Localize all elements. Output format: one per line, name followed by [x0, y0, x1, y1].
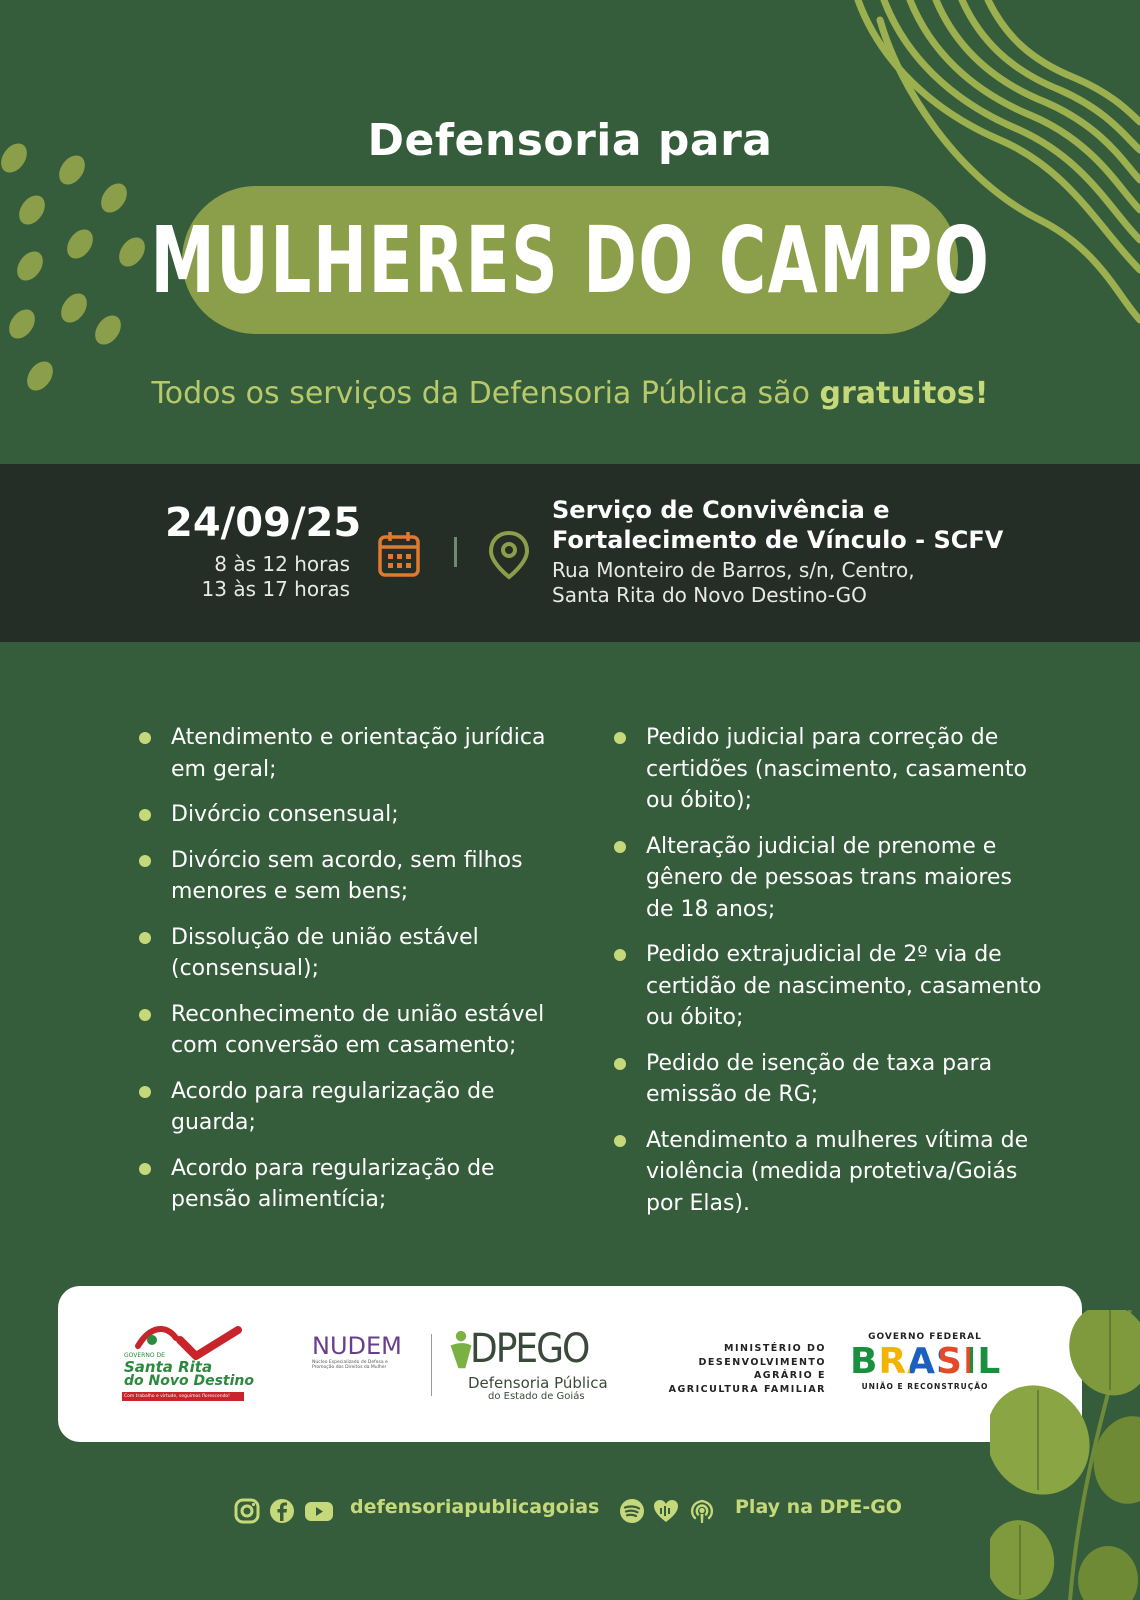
title-pill	[150, 186, 990, 334]
list-item: Atendimento a mulheres vítima de violência (medida protetiva/Goiás por Elas).	[614, 1125, 1044, 1220]
ministry-line-1: MINISTÉRIO DO	[724, 1343, 826, 1354]
podcast-label[interactable]: Play na DPE-GO	[735, 1496, 902, 1518]
partner-logos-card	[58, 1286, 1082, 1442]
services-list-right	[614, 722, 1044, 1233]
instagram-icon[interactable]	[233, 1497, 261, 1525]
ministry-line-3: AGRÁRIO E	[753, 1370, 826, 1381]
list-item: Divórcio consensual;	[139, 799, 559, 831]
event-date: 24/09/25	[165, 500, 362, 546]
event-time-morning: 8 às 12 horas	[214, 552, 350, 576]
tagline	[0, 376, 1140, 411]
venue-line-1: Serviço de Convivência e	[552, 496, 890, 524]
logo-divider	[431, 1334, 432, 1396]
dpego-mark: DPEGO	[470, 1326, 589, 1372]
decorative-leaves	[990, 1310, 1140, 1600]
ministry-line-2: DESENVOLVIMENTO	[698, 1356, 826, 1368]
venue-line-2: Fortalecimento de Vínculo - SCFV	[552, 526, 1004, 554]
youtube-icon[interactable]	[303, 1497, 333, 1525]
address-line-1: Rua Monteiro de Barros, s/n, Centro,	[552, 558, 915, 582]
list-item: Acordo para regularização de guarda;	[139, 1076, 559, 1139]
event-venue	[552, 495, 1012, 555]
nudem-logo	[312, 1332, 416, 1382]
santa-rita-small: GOVERNO DE	[124, 1352, 165, 1359]
santa-rita-motto: Com trabalho e virtude, seguimos florescendo!	[122, 1392, 244, 1401]
dpego-line-1: Defensoria Pública	[468, 1374, 608, 1392]
nudem-name: NUDEM	[312, 1332, 402, 1360]
list-item: Dissolução de união estável (consensual);	[139, 922, 559, 985]
event-times	[140, 552, 350, 602]
governo-federal-logo	[850, 1332, 1000, 1402]
podcasts-icon[interactable]	[688, 1497, 716, 1525]
info-divider	[454, 537, 457, 567]
spotify-icon[interactable]	[618, 1497, 646, 1525]
list-item: Alteração judicial de prenome e gênero de pessoas trans maiores de 18 anos;	[614, 831, 1044, 926]
gov-top: GOVERNO FEDERAL	[868, 1332, 982, 1342]
event-address	[552, 558, 1012, 608]
ministry-line-4: AGRICULTURA FAMILIAR	[668, 1383, 826, 1395]
tagline-emphasis: gratuitos!	[819, 376, 989, 411]
nudem-sub-2: Promoção dos Direitos da Mulher	[312, 1365, 387, 1370]
dpego-logo	[448, 1328, 618, 1408]
tagline-text: Todos os serviços da Defensoria Pública são	[151, 376, 820, 411]
facebook-icon[interactable]	[268, 1497, 296, 1525]
list-item: Divórcio sem acordo, sem filhos menores e sem bens;	[139, 845, 559, 908]
list-item: Atendimento e orientação jurídica em geral;	[139, 722, 559, 785]
santa-rita-logo	[120, 1322, 254, 1406]
address-line-2: Santa Rita do Novo Destino-GO	[552, 583, 867, 607]
event-time-afternoon: 13 às 17 horas	[201, 577, 350, 601]
list-item: Pedido extrajudicial de 2º via de certidão de nascimento, casamento ou óbito;	[614, 939, 1044, 1034]
deezer-icon[interactable]	[652, 1497, 680, 1525]
main-title: MULHERES DO CAMPO	[150, 206, 990, 314]
list-item: Pedido judicial para correção de certidões (nascimento, casamento ou óbito);	[614, 722, 1044, 817]
location-pin-icon	[488, 530, 530, 580]
social-handle[interactable]: defensoriapublicagoias	[350, 1496, 600, 1518]
decorative-leaf-dots	[0, 130, 160, 410]
ministry-logo	[638, 1342, 826, 1396]
list-item: Pedido de isenção de taxa para emissão de RG;	[614, 1048, 1044, 1111]
list-item: Reconhecimento de união estável com conversão em casamento;	[139, 999, 559, 1062]
dpego-line-2: do Estado de Goiás	[488, 1391, 585, 1402]
santa-rita-line2: do Novo Destino	[124, 1373, 254, 1389]
services-list-left	[139, 722, 559, 1230]
gov-bottom: UNIÃO E RECONSTRUÇÃO	[861, 1382, 989, 1391]
gov-word: BRASIL	[850, 1341, 1002, 1382]
pre-title: Defensoria para	[367, 115, 773, 166]
nudem-sub-1: Núcleo Especializado de Defesa e	[312, 1360, 388, 1365]
calendar-icon	[377, 530, 421, 578]
list-item: Acordo para regularização de pensão alimentícia;	[139, 1153, 559, 1216]
santa-rita-line1: Santa Rita	[124, 1358, 213, 1376]
